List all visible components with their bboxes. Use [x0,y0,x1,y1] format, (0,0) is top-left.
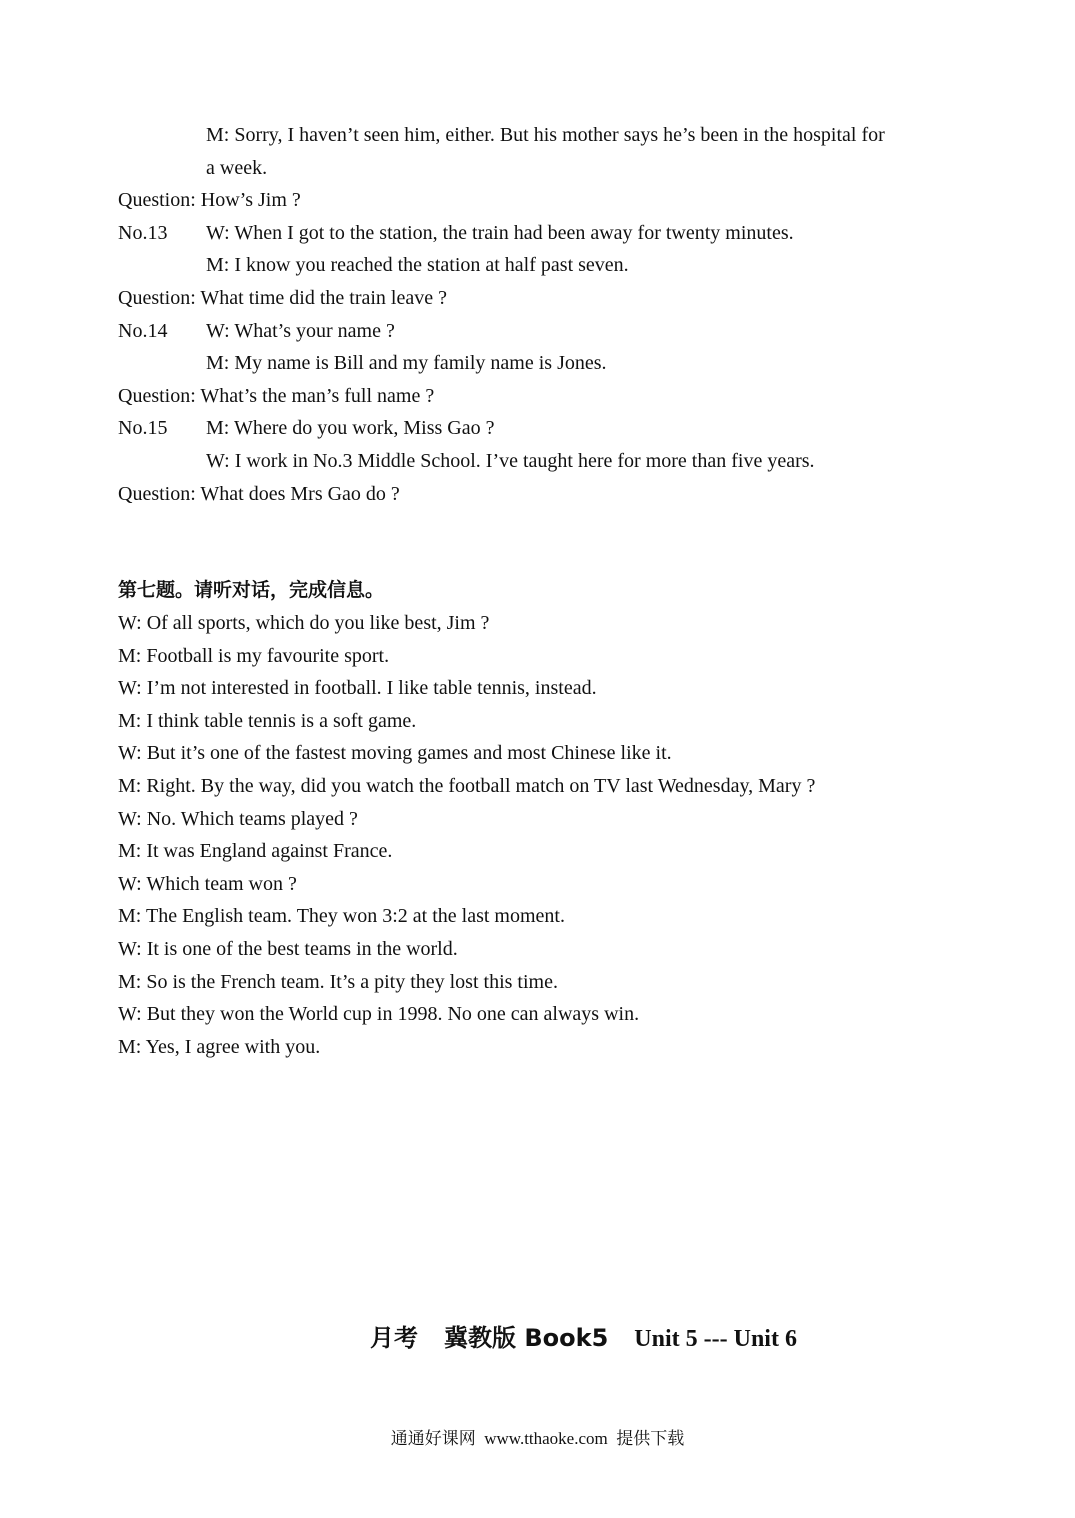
site-url: www.tthaoke.com [484,1429,608,1448]
dialog-line: W: I work in No.3 Middle School. I’ve taught here for more than five years. [206,449,815,472]
item-number: No.15 [118,417,168,440]
dialog-line: M: It was England against France. [118,840,393,863]
dialog-line: M: So is the French team. It’s a pity they lost this time. [118,970,558,993]
dialog-line: M: Where do you work, Miss Gao ? [206,417,495,440]
dialog-line: W: What’s your name ? [206,319,395,342]
exam-label: 月考 [370,1324,418,1352]
item-number: No.13 [118,221,168,244]
question-line: Question: What’s the man’s full name ? [118,384,435,407]
dialog-line: W: Of all sports, which do you like best, Jim ? [118,612,490,634]
dialog-line: M: Football is my favourite sport. [118,644,390,667]
section-title: 第七题。请听对话，完成信息。 [118,579,385,601]
item-number: No.14 [118,319,168,342]
site-name: 通通好课网 [390,1429,476,1449]
dialog-line: M: I think table tennis is a soft game. [118,709,417,732]
dialog-line: M: The English team. They won 3:2 at the last moment. [118,905,565,928]
dialog-block [118,607,978,1063]
question-line: Question: What time did the train leave ? [118,286,447,309]
question-line: Question: How’s Jim ? [118,189,301,212]
dialog-line: W: I’m not interested in football. I like table tennis, instead. [118,677,597,700]
question-line: Question: What does Mrs Gao do ? [118,482,400,505]
dialog-line: a week. [206,156,268,179]
exam-title [370,1318,797,1359]
dialog-line: W: But it’s one of the fastest moving games and most Chinese like it. [118,742,672,765]
dialog-line: M: Sorry, I haven’t seen him, either. But his mother says he’s been in the hospital for [206,124,885,146]
source-footer [0,1426,1075,1452]
dialog-line: W: Which team won ? [118,872,297,895]
dialog-line: W: No. Which teams played ? [118,807,358,830]
item-first-line [118,315,978,348]
listening-script-block [118,119,978,510]
dialog-line: M: I know you reached the station at half past seven. [206,254,629,277]
site-suffix: 提供下载 [616,1429,685,1449]
item-first-line [118,412,978,445]
dialog-line: W: But they won the World cup in 1998. No one can always win. [118,1003,640,1026]
item-first-line [118,217,978,250]
units-label: Unit 5 --- Unit 6 [634,1326,797,1352]
dialog-line: M: Right. By the way, did you watch the football match on TV last Wednesday, Mary ? [118,774,816,797]
dialog-line: M: My name is Bill and my family name is Jones. [206,352,607,375]
dialog-line: W: When I got to the station, the train had been away for twenty minutes. [206,221,794,244]
dialog-line: W: It is one of the best teams in the world. [118,937,458,960]
edition-label: 冀教版 Book5 [444,1324,609,1352]
dialog-line: M: Yes, I agree with you. [118,1035,321,1058]
